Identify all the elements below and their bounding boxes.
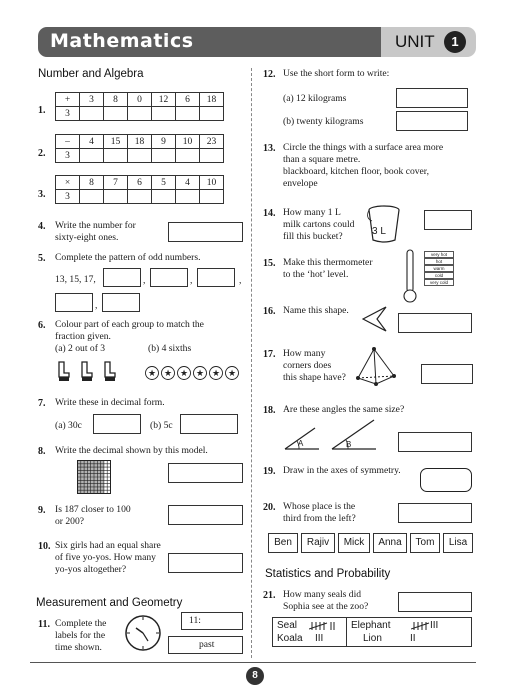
answer-box[interactable] [396,88,468,108]
tally-divider [346,618,347,646]
question-text: How many seals did [283,589,362,600]
question-text: How many 1 L [283,207,341,218]
grid-cell: 4 [80,135,104,149]
grid-cell: 10 [176,135,200,149]
question-number: 16. [263,306,276,317]
unit-number-badge: 1 [444,31,466,53]
section-heading-measurement-geometry: Measurement and Geometry [36,597,183,609]
digital-time-prefix: 11: [189,615,201,626]
question-number: 1. [38,105,46,116]
subject-title: Mathematics [50,30,194,52]
answer-cell[interactable] [104,149,128,163]
question-number: 6. [38,320,46,331]
name-card: Rajiv [301,533,335,553]
part-a-label: (a) 30c [55,420,82,431]
grid-cell: 9 [152,135,176,149]
question-text: How many [283,348,326,359]
question-number: 4. [38,221,46,232]
addition-grid [55,92,224,121]
grid-cell: 0 [128,93,152,107]
question-number: 7. [38,398,46,409]
grid-operator: + [56,93,80,107]
tally-table [272,617,472,647]
analog-clock [124,614,162,652]
question-text: or 200? [55,516,85,527]
number-sequence: 13, 15, 17, [55,274,96,285]
boots-picture[interactable] [55,360,125,386]
question-text: Write the decimal shown by this model. [55,445,208,456]
answer-cell[interactable] [152,149,176,163]
column-divider [251,68,252,658]
grid-row-value: 3 [56,149,80,163]
question-text: Complete the pattern of odd numbers. [55,252,201,263]
answer-cell[interactable] [152,190,176,204]
answer-box[interactable] [150,268,188,287]
answer-cell[interactable] [128,149,152,163]
answer-box[interactable] [197,268,235,287]
question-number: 9. [38,505,46,516]
grid-cell: 15 [104,135,128,149]
question-text: sixty-eight ones. [55,232,119,243]
question-text: yo-yos altogether? [55,564,127,575]
answer-box[interactable] [398,313,472,333]
question-text: Colour part of each group to match the [55,319,204,330]
pyramid-shape [354,346,398,388]
grid-cell: 18 [200,93,224,107]
grid-cell: 10 [200,176,224,190]
comma: , [239,275,242,286]
thermometer-level: very hot [424,251,454,258]
part-b-label: (b) twenty kilograms [283,116,364,127]
thermometer-level: cold [424,272,454,279]
arrowhead-shape [362,305,388,333]
question-text: Circle the things with a surface area more [283,142,444,153]
answer-cell[interactable] [152,107,176,121]
answer-box[interactable] [180,414,238,434]
question-number: 12. [263,69,276,80]
answer-box[interactable] [168,505,243,525]
subtraction-grid [55,134,224,163]
grid-operator: – [56,135,80,149]
answer-cell[interactable] [176,149,200,163]
part-a-label: (a) 12 kilograms [283,93,347,104]
svg-text:★: ★ [163,369,173,379]
grid-cell: 18 [128,135,152,149]
unit-banner [381,27,476,57]
question-text: corners does [283,360,332,371]
question-number: 8. [38,446,46,457]
svg-text:★: ★ [211,369,221,379]
answer-box[interactable] [103,268,141,287]
question-number: 18. [263,405,276,416]
answer-cell[interactable] [80,149,104,163]
comma: , [190,275,193,286]
question-text: Write these in decimal form. [55,397,165,408]
answer-cell[interactable] [128,107,152,121]
question-text: to the ‘hot’ level. [283,269,349,280]
question-text: fill this bucket? [283,231,343,242]
name-card: Tom [410,533,440,553]
grid-cell: 8 [80,176,104,190]
question-number: 3. [38,189,46,200]
grid-cell: 3 [80,93,104,107]
question-text: Whose place is the [283,501,356,512]
bucket-icon [366,204,402,244]
question-text: Six girls had an equal share [55,540,161,551]
question-text: of five yo-yos. How many [55,552,156,563]
tally-seal-label: Seal [277,620,298,631]
svg-text:★: ★ [195,369,205,379]
question-number: 2. [38,148,46,159]
digital-time-box[interactable] [181,612,243,630]
answer-box[interactable] [421,364,473,384]
name-card: Lisa [443,533,473,553]
grid-operator: × [56,176,80,190]
page-number-badge: 8 [246,667,264,685]
grid-cell: 8 [104,93,128,107]
bucket-label: 3 L [372,226,386,237]
rounded-rectangle-shape[interactable] [420,468,472,492]
answer-box[interactable] [102,293,140,312]
question-text: this shape have? [283,372,346,383]
grid-cell: 5 [152,176,176,190]
footer-rule [30,662,476,663]
question-text: time shown. [55,642,102,653]
svg-text:★: ★ [227,369,237,379]
question-number: 13. [263,143,276,154]
question-text: Is 187 closer to 100 [55,504,131,515]
question-text: labels for the [55,630,106,641]
question-number: 20. [263,502,276,513]
question-text: Write the number for [55,220,136,231]
grid-cell: 12 [152,93,176,107]
tally-seal-marks [309,621,337,631]
question-text: Make this thermometer [283,257,373,268]
question-number: 5. [38,253,46,264]
grid-row-value: 3 [56,107,80,121]
question-text: than a square metre. [283,154,361,165]
tally-koala-marks: III [315,633,324,644]
question-text: Are these angles the same size? [283,404,405,415]
angle-a-diagram [283,424,323,452]
hundred-grid-model [77,460,111,494]
answer-cell[interactable] [80,190,104,204]
question-number: 21. [263,590,276,601]
answer-box[interactable] [55,293,93,312]
grid-cell: 6 [176,93,200,107]
comma: , [143,275,146,286]
grid-cell: 23 [200,135,224,149]
question-text: Sophia see at the zoo? [283,601,369,612]
svg-text:★: ★ [179,369,189,379]
question-number: 11. [38,619,50,630]
question-number: 10. [38,541,51,552]
tally-elephant-marks: III [430,620,439,631]
answer-cell[interactable] [104,107,128,121]
words-time-box[interactable] [168,636,243,654]
angle-a-label: A [298,439,304,448]
thermometer-level: hot [424,258,454,265]
answer-cell[interactable] [104,190,128,204]
answer-box[interactable] [398,592,472,612]
tally-lion-marks: II [410,633,416,644]
name-card: Mick [338,533,370,553]
words-time-label: past [199,639,215,650]
answer-box[interactable] [168,553,243,573]
grid-cell: 6 [128,176,152,190]
answer-box[interactable] [168,463,243,483]
question-text: third from the left? [283,513,356,524]
answer-box[interactable] [396,111,468,131]
question-text: Use the short form to write: [283,68,390,79]
part-b-label: (b) 5c [150,420,173,431]
question-text: Name this shape. [283,305,349,316]
multiplication-grid [55,175,224,204]
answer-box[interactable] [424,210,472,230]
grid-cell: 4 [176,176,200,190]
answer-box[interactable] [93,414,141,434]
answer-cell[interactable] [176,190,200,204]
question-number: 17. [263,349,276,360]
answer-cell[interactable] [200,149,224,163]
thermometer-level: warm [424,265,454,272]
stars-picture[interactable] [145,365,241,381]
name-card: Ben [268,533,298,553]
thermometer-level: very cold [424,279,454,286]
section-heading-statistics-probability: Statistics and Probability [265,568,391,580]
angle-b-label: B [346,440,352,449]
subject-banner [38,27,381,57]
question-text: fraction given. [55,331,111,342]
grid-cell: 7 [104,176,128,190]
answer-cell[interactable] [200,107,224,121]
tally-koala-label: Koala [277,633,303,644]
answer-cell[interactable] [200,190,224,204]
tally-lion-label: Lion [363,633,382,644]
answer-box[interactable] [398,432,472,452]
thermometer-icon[interactable] [401,248,419,304]
part-a-label: (a) 2 out of 3 [55,343,106,354]
question-number: 15. [263,258,276,269]
name-card: Anna [373,533,407,553]
page-header [38,27,476,57]
grid-row-value: 3 [56,190,80,204]
unit-label: UNIT [395,32,435,51]
tally-elephant-label: Elephant [351,620,391,631]
part-b-label: (b) 4 sixths [148,343,192,354]
question-text: Draw in the axes of symmetry. [283,465,401,476]
answer-box[interactable] [398,503,472,523]
answer-cell[interactable] [176,107,200,121]
svg-text:★: ★ [147,369,157,379]
question-text[interactable]: envelope [283,178,318,189]
answer-box[interactable] [168,222,243,242]
question-text[interactable]: blackboard, kitchen floor, book cover, [283,166,430,177]
question-number: 14. [263,208,276,219]
section-heading-number-algebra: Number and Algebra [38,68,144,80]
question-number: 19. [263,466,276,477]
answer-cell[interactable] [80,107,104,121]
question-text: Complete the [55,618,107,629]
angle-b-diagram [330,418,380,452]
answer-cell[interactable] [128,190,152,204]
question-text: milk cartons could [283,219,355,230]
comma: , [95,300,98,311]
